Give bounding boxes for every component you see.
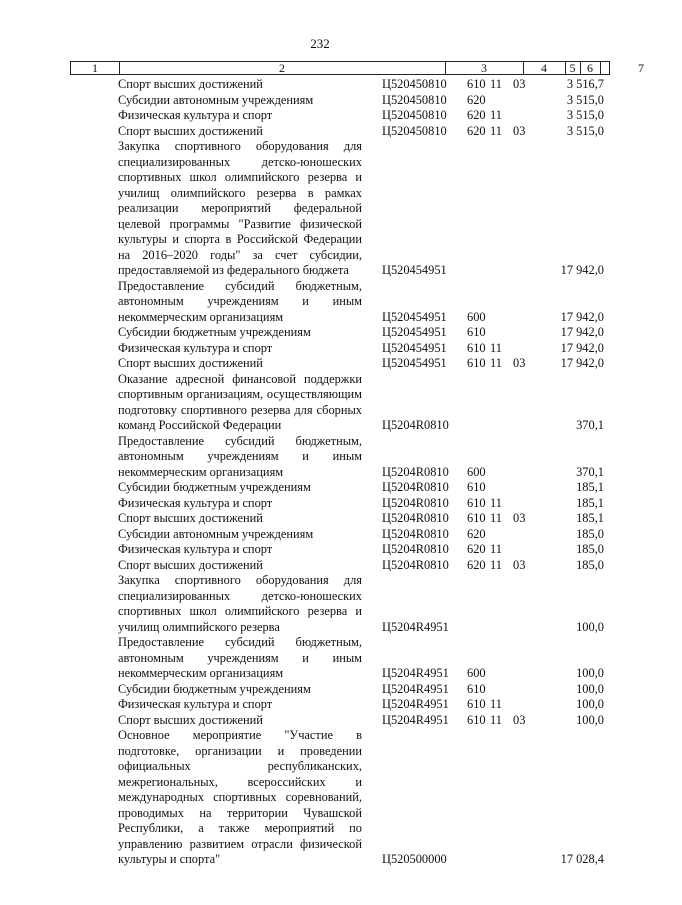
row-code: Ц5204R0810 [382,464,449,479]
table-row [0,728,640,868]
row-vr: 600 [467,464,486,479]
row-code: Ц5204R0810 [382,418,449,432]
row-code: Ц5204R4951 [382,666,449,680]
row-code: Ц520454951 [382,340,447,355]
table-row [0,713,640,729]
row-rz: 11 [490,495,502,510]
row-vr: 610 [467,340,486,355]
page-number: 232 [310,36,330,51]
row-rz: 11 [490,697,502,711]
table-row [0,372,640,434]
row-amount: 185,1 [576,511,604,525]
row-vr: 610 [467,697,486,711]
row-rz: 11 [490,340,502,355]
row-amount: 370,1 [576,464,604,479]
row-code: Ц5204R0810 [382,495,449,510]
row-name: Субсидии автономным учреждениям [118,92,314,107]
row-vr: 620 [467,123,486,138]
row-amount: 100,0 [576,681,604,696]
row-name: Спорт высших достижений [118,557,263,572]
row-name: Закупка спортивного оборудования для специализированных детско-юношеских спортивных школ олимпийского резерва и училищ олимпийского резерва [118,573,362,634]
row-name: Спорт высших достижений [118,123,263,138]
row-pr: 03 [513,123,526,138]
row-name: Закупка спортивного оборудования для специализированных детско-юношеских спортивных школ олимпийского резерва и училищ олимпийского резерва в рамках реализации мероприятий федеральной целевой программы "Развитие физической культуры и спорта в Российской Федерации на 2016–2020 годы" за счет субсидии, предоставляемой из федерального бюджета [118,139,362,277]
row-code: Ц520450810 [382,123,447,138]
row-name: Физическая культура и спорт [118,340,273,355]
row-amount: 100,0 [576,619,604,634]
row-name: Предоставление субсидий бюджетным, автономным учреждениям и иным некоммерческим организациям [118,278,362,324]
row-code: Ц5204R0810 [382,526,449,541]
row-amount: 185,0 [576,526,604,541]
row-vr: 620 [467,557,486,572]
row-name: Спорт высших достижений [118,511,263,525]
header-col-7: 7 [638,61,644,75]
table-row [0,139,640,279]
row-name: Субсидии бюджетным учреждениям [118,480,311,494]
row-name: Субсидии автономным учреждениям [118,526,314,541]
row-name: Основное мероприятие "Участие в подготовке, организации и проведении официальных республиканских, межрегиональных, всероссийских и международных спортивных соревнований, проводимых на территории Чувашской Республики, а также мероприятий по управлению развитием отрасли физической культуры и спорта" [118,728,362,866]
row-amount: 100,0 [576,697,604,711]
row-pr: 03 [513,712,526,727]
row-code: Ц520454951 [382,325,447,339]
row-name: Физическая культура и спорт [118,108,273,122]
row-amount: 17 942,0 [560,309,604,324]
table-row [0,325,640,341]
row-rz: 11 [490,712,502,727]
row-code: Ц5204R4951 [382,619,449,634]
row-amount: 17 942,0 [560,325,604,339]
table-row [0,558,640,574]
header-col-1: 1 [92,61,98,75]
row-code: Ц5204R0810 [382,511,449,525]
row-vr: 620 [467,108,486,122]
row-code: Ц520450810 [382,77,447,91]
row-vr: 610 [467,712,486,727]
row-code: Ц520450810 [382,92,447,107]
row-amount: 185,1 [576,495,604,510]
row-amount: 17 028,4 [560,852,604,866]
row-pr: 03 [513,511,526,525]
table-row [0,341,640,357]
row-vr: 600 [467,666,486,680]
row-code: Ц5204R0810 [382,542,449,556]
row-vr: 610 [467,325,486,339]
row-code: Ц520454951 [382,356,447,370]
row-amount: 3 515,0 [566,108,604,122]
row-code: Ц5204R4951 [382,697,449,711]
table-row [0,635,640,682]
header-col-6: 6 [587,61,593,75]
row-code: Ц520500000 [382,852,447,866]
row-name: Физическая культура и спорт [118,495,273,510]
row-vr: 610 [467,495,486,510]
row-amount: 17 942,0 [560,340,604,355]
row-pr: 03 [513,77,526,91]
row-name: Спорт высших достижений [118,712,263,727]
row-rz: 11 [490,77,502,91]
row-name: Спорт высших достижений [118,356,263,370]
row-vr: 610 [467,77,486,91]
row-rz: 11 [490,356,502,370]
table-row [0,682,640,698]
table-body [0,77,640,868]
row-amount: 185,1 [576,480,604,494]
row-name: Спорт высших достижений [118,77,263,91]
table-header [70,61,644,75]
row-vr: 600 [467,309,486,324]
table-row [0,542,640,558]
table-row [0,124,640,140]
row-vr: 620 [467,92,486,107]
row-vr: 610 [467,480,486,494]
row-pr: 03 [513,356,526,370]
row-amount: 17 942,0 [560,263,604,277]
row-name: Предоставление субсидий бюджетным, автономным учреждениям и иным некоммерческим организациям [118,635,362,680]
row-code: Ц5204R0810 [382,480,449,494]
row-amount: 100,0 [576,666,604,680]
row-rz: 11 [490,123,502,138]
table-row [0,527,640,543]
header-col-2: 2 [279,61,285,75]
table-row [0,434,640,481]
row-amount: 3 515,0 [566,92,604,107]
header-col-5: 5 [569,61,576,75]
row-vr: 620 [467,526,486,541]
row-name: Предоставление субсидий бюджетным, автономным учреждениям и иным некоммерческим организациям [118,433,362,479]
row-rz: 11 [490,108,502,122]
table-row [0,93,640,109]
row-vr: 610 [467,681,486,696]
row-name: Субсидии бюджетным учреждениям [118,325,311,339]
row-vr: 610 [467,511,486,525]
table-row [0,496,640,512]
row-amount: 17 942,0 [560,356,604,370]
row-code: Ц5204R4951 [382,681,449,696]
header-col-3: 3 [481,61,487,75]
row-pr: 03 [513,557,526,572]
row-amount: 185,0 [576,542,604,556]
row-vr: 620 [467,542,486,556]
table-row [0,279,640,326]
table-row [0,573,640,635]
row-name: Физическая культура и спорт [118,697,273,711]
header-col-4: 4 [541,61,547,75]
row-rz: 11 [490,511,502,525]
row-name: Субсидии бюджетным учреждениям [118,681,311,696]
row-amount: 185,0 [576,557,604,572]
row-name: Оказание адресной финансовой поддержки спортивным организациям, осуществляющим подготовку спортивного резерва для сборных команд Российской Федерации [118,371,362,432]
table-row [0,511,640,527]
table-row [0,480,640,496]
row-rz: 11 [490,557,502,572]
row-code: Ц520450810 [382,108,447,122]
row-amount: 3 515,0 [566,123,604,138]
row-name: Физическая культура и спорт [118,542,273,556]
row-amount: 3 516,7 [566,77,604,91]
row-code: Ц520454951 [382,263,447,277]
row-code: Ц5204R4951 [382,712,449,727]
row-rz: 11 [490,542,502,556]
table-row [0,697,640,713]
row-amount: 370,1 [576,418,604,432]
row-vr: 610 [467,356,486,370]
table-row [0,356,640,372]
table-row [0,108,640,124]
row-code: Ц5204R0810 [382,557,449,572]
row-amount: 100,0 [576,712,604,727]
row-code: Ц520454951 [382,309,447,324]
table-row [0,77,640,93]
